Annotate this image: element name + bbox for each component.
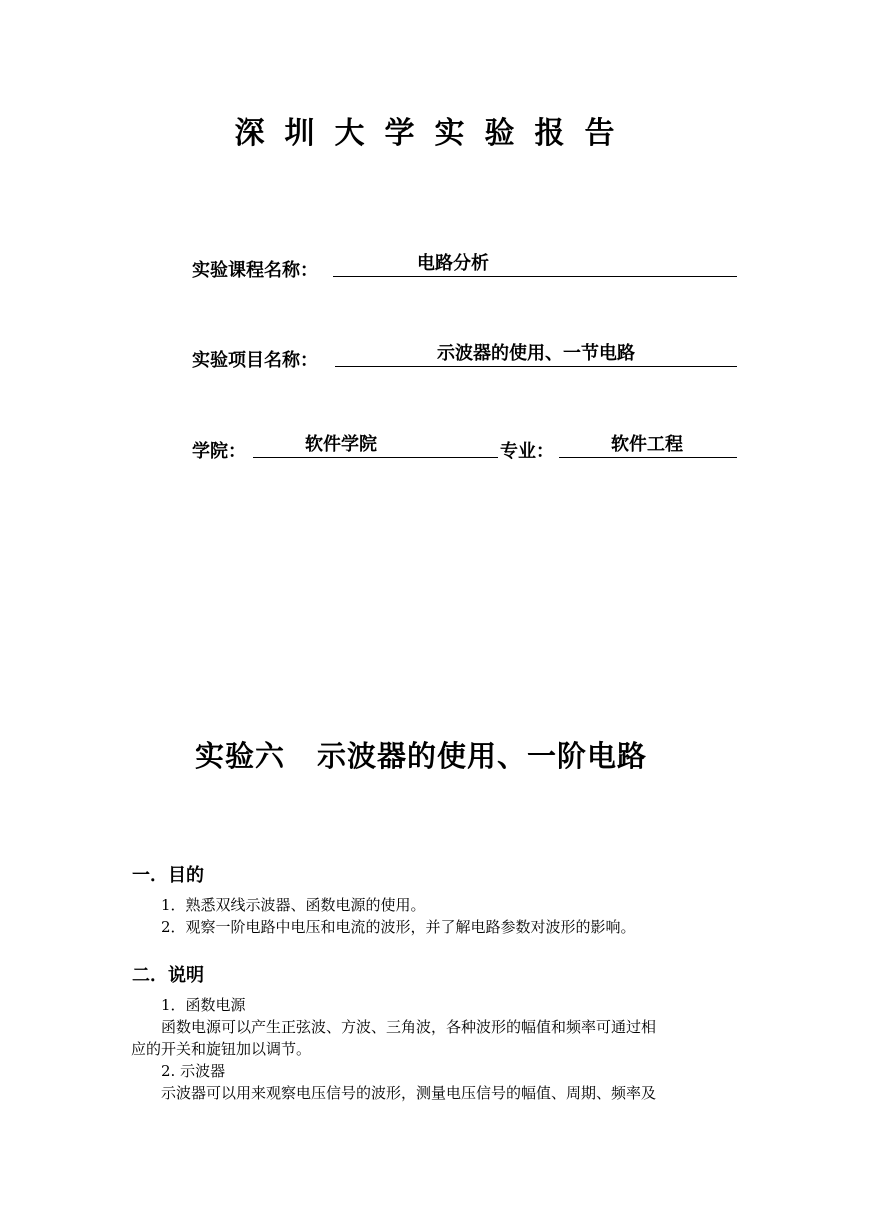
major-label: 专业： [500, 441, 554, 462]
function-source-text-2: 应的开关和旋钮加以调节。 [131, 1040, 312, 1058]
course-field [333, 252, 737, 277]
experiment-name: 示波器的使用、一阶电路 [317, 739, 648, 773]
experiment-title [195, 734, 647, 775]
explanation-heading: 二．说明 [132, 965, 204, 986]
purpose-item-1: 1．熟悉双线示波器、函数电源的使用。 [161, 896, 426, 914]
course-value: 电路分析 [417, 253, 489, 274]
major-field [559, 433, 737, 458]
project-field [335, 342, 737, 367]
report-title: 深圳大学实验报告 [234, 116, 635, 151]
major-value: 软件工程 [611, 434, 683, 455]
function-source-text-1: 函数电源可以产生正弦波、方波、三角波，各种波形的幅值和频率可通过相 [161, 1018, 657, 1036]
oscilloscope-heading: 2. 示波器 [161, 1062, 226, 1080]
project-label: 实验项目名称： [192, 350, 318, 371]
college-label: 学院： [192, 441, 246, 462]
function-source-heading: 1．函数电源 [161, 996, 246, 1014]
project-value: 示波器的使用、一节电路 [437, 343, 635, 364]
college-field [253, 433, 498, 458]
college-value: 软件学院 [305, 434, 377, 455]
purpose-heading: 一．目的 [132, 865, 204, 886]
experiment-number: 实验六 [195, 739, 286, 773]
oscilloscope-text-1: 示波器可以用来观察电压信号的波形，测量电压信号的幅值、周期、频率及 [161, 1084, 657, 1102]
purpose-item-2: 2．观察一阶电路中电压和电流的波形，并了解电路参数对波形的影响。 [161, 918, 636, 936]
course-label: 实验课程名称： [192, 260, 318, 281]
